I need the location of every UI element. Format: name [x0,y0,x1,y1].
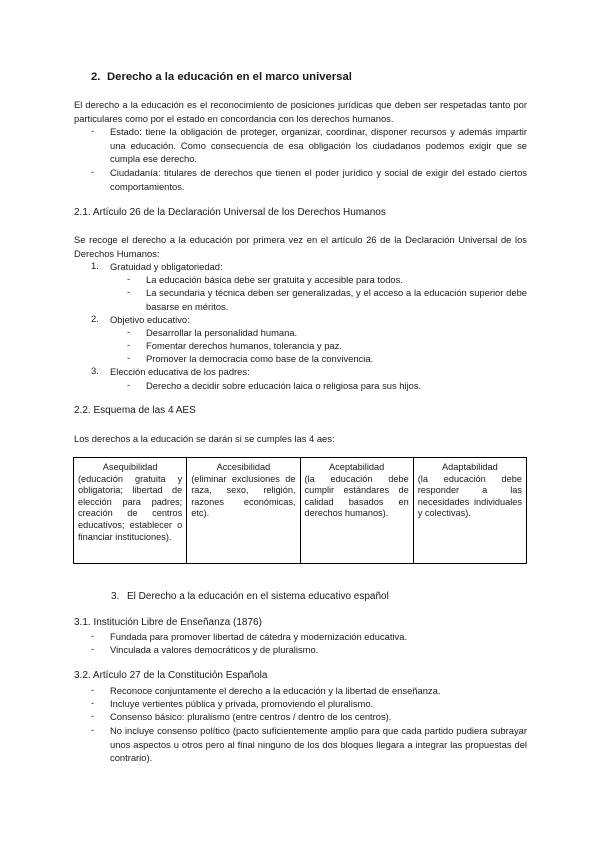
bullet-dash: - [127,286,131,297]
bullet-text: Ciudadanía: titulares de derechos que tienen el poder jurídico y social de exigir del estado ciertos comportamientos. [110,167,527,192]
subsection-2-2-heading: 2.2. Esquema de las 4 AES [74,405,196,416]
bullet-dash: - [91,166,95,177]
list-item [91,365,527,379]
table-cell [300,458,413,564]
bullet-dash: - [91,643,95,654]
list-item [91,643,527,657]
list-item [91,125,527,167]
bullet-dash: - [127,273,131,284]
list-item [91,697,527,711]
bullet-dash: - [91,125,95,136]
list-item [127,352,527,366]
bullet-dash: - [127,379,131,390]
list-item [127,339,527,353]
list-item [127,273,527,287]
bullet-text: No incluye consenso político (pacto suficientemente amplio para que cada partido pudiera subrayar unos aspectos u otros pero al final ninguno de los dos bloques llegara a integrar las propuestas del contrario). [110,725,527,764]
subsection-3-2-heading: 3.2. Artículo 27 de la Constitución Española [74,670,268,681]
bullet-text: La educación básica debe ser gratuita y accesible para todos. [146,274,403,285]
item-number: 3. [91,365,99,376]
list-item [91,724,527,766]
cell-heading: Accesibilidad [216,462,271,472]
section-number: 3. [111,591,120,602]
bullet-text: La secundaria y técnica deben ser generalizadas, y el acceso a la educación superior debe basarse en méritos. [146,287,527,312]
bullet-dash: - [127,326,131,337]
item-label: Elección educativa de los padres: [110,366,250,377]
bullet-text: Estado: tiene la obligación de proteger, organizar, coordinar, disponer recursos y además impartir una educación. Como consecuencia de esa obligación los ciudadanos podemos exigir que se cumpla ese derecho. [110,126,527,165]
section-3-heading [111,591,389,602]
bullet-text: Incluye vertientes pública y privada, promoviendo el pluralismo. [110,698,374,709]
cell-text: (la educación debe responder a las necesidades individuales y colectivas). [417,473,522,519]
bullet-text: Fomentar derechos humanos, tolerancia y paz. [146,340,342,351]
bullet-text: Consenso básico: pluralismo (entre centros / dentro de los centros). [110,711,392,722]
list-item [127,326,527,340]
bullet-dash: - [91,724,95,735]
list-item [91,313,527,327]
table-row [74,458,527,564]
list-item [127,379,527,393]
list-item [127,286,527,314]
bullet-dash: - [127,352,131,363]
bullet-text: Fundada para promover libertad de cátedra y modernización educativa. [110,631,408,642]
bullet-text: Vinculada a valores democráticos y de pluralismo. [110,644,319,655]
section-2-1-intro: Se recoge el derecho a la educación por primera vez en el artículo 26 de la Declaración Universal de los Derechos Humanos: [74,234,527,259]
list-item [91,710,527,724]
table-cell [413,458,526,564]
subsection-3-1-heading: 3.1. Institución Libre de Enseñanza (1876) [74,617,262,628]
bullet-text: Promover la democracia como base de la convivencia. [146,353,374,364]
subsection-2-1-heading: 2.1. Artículo 26 de la Declaración Universal de los Derechos Humanos [74,207,386,218]
bullet-dash: - [127,339,131,350]
cell-heading: Aceptabilidad [329,462,385,472]
cell-heading: Adaptabilidad [442,462,498,472]
bullet-text: Reconoce conjuntamente el derecho a la educación y la libertad de enseñanza. [110,685,441,696]
list-item [91,260,527,274]
bullet-dash: - [91,684,95,695]
bullet-text: Desarrollar la personalidad humana. [146,327,298,338]
aes-table [73,457,527,564]
table-cell [187,458,300,564]
section-2-intro: El derecho a la educación es el reconocimiento de posiciones jurídicas que deben ser respetadas tanto por particulares como por el estado en concordancia con los derechos humanos. [74,99,527,124]
section-2-2-intro: Los derechos a la educación se darán si se cumples las 4 aes: [74,433,335,444]
item-label: Objetivo educativo: [110,314,190,325]
list-item [91,630,527,644]
cell-text: (la educación debe cumplir estándares de calidad basados en derechos humanos). [304,473,409,519]
bullet-dash: - [91,710,95,721]
list-item [91,684,527,698]
cell-text: (eliminar exclusiones de raza, sexo, religión, razones económicas, etc). [191,473,296,519]
cell-text: (educación gratuita y obligatoria; libertad de elección para padres; creación de centros educativos; establecer o financiar instituciones). [78,473,183,542]
item-number: 1. [91,260,99,271]
list-item [91,166,527,194]
section-2-heading [91,71,352,83]
table-cell [74,458,187,564]
section-title: El Derecho a la educación en el sistema educativo español [127,591,389,602]
bullet-text: Derecho a decidir sobre educación laica o religiosa para sus hijos. [146,380,422,391]
item-label: Gratuidad y obligatoriedad: [110,261,223,272]
item-number: 2. [91,313,99,324]
section-number: 2. [91,71,101,83]
bullet-dash: - [91,630,95,641]
cell-heading: Asequibilidad [102,462,158,472]
bullet-dash: - [91,697,95,708]
section-title: Derecho a la educación en el marco universal [107,71,352,83]
